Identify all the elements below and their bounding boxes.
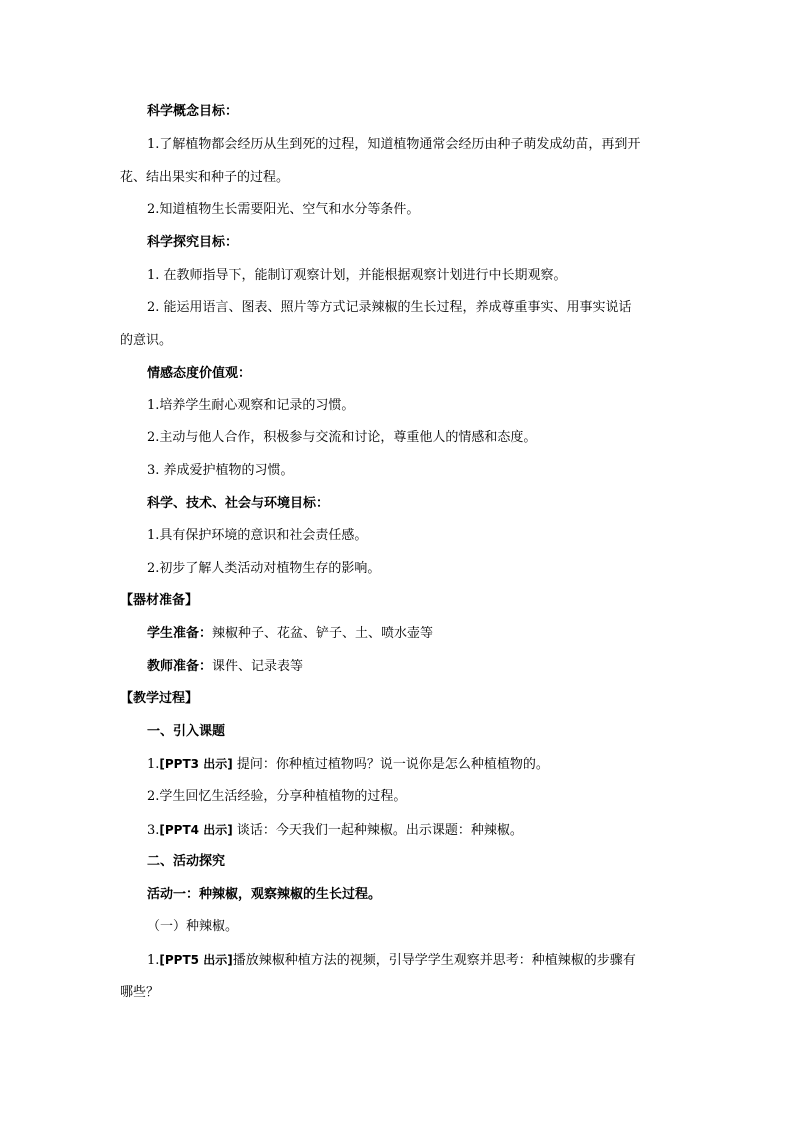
paragraph-subsection-1: （一）种辣椒。 [147, 919, 239, 934]
paragraph-teacher-materials [147, 656, 707, 678]
paragraph-attitude-2: 2.主动与他人合作，积极参与交流和讨论，尊重他人的情感和态度。 [147, 430, 537, 445]
paragraph-activity-1a [147, 949, 707, 971]
intro-3-text: 谈话：今天我们一起种辣椒。出示课题：种辣椒。 [232, 823, 523, 838]
teacher-materials-label: 教师准备： [147, 659, 213, 674]
paragraph-inquiry-2b: 的意识。 [120, 333, 173, 348]
intro-3-ppt-tag: [PPT4 出示] [159, 823, 233, 837]
intro-1-text: 提问：你种植过植物吗？说一说你是怎么种植植物的。 [232, 757, 549, 772]
teacher-materials-text: 课件、记录表等 [212, 659, 304, 674]
heading-intro: 一、引入课题 [147, 724, 226, 739]
paragraph-stse-1: 1.具有保护环境的意识和社会责任感。 [147, 528, 368, 543]
student-materials-label: 学生准备： [147, 626, 213, 641]
paragraph-stse-2: 2.初步了解人类活动对植物生存的影响。 [147, 561, 381, 576]
paragraph-activity-1b: 哪些？ [120, 985, 160, 1000]
paragraph-attitude-3: 3. 养成爱护植物的习惯。 [147, 463, 294, 478]
paragraph-attitude-1: 1.培养学生耐心观察和记录的习惯。 [147, 398, 355, 413]
intro-1-number: 1. [147, 757, 160, 772]
activity-1-number: 1. [147, 953, 160, 968]
paragraph-intro-3 [147, 819, 707, 841]
heading-activity: 二、活动探究 [147, 854, 226, 869]
student-materials-text: 辣椒种子、花盆、铲子、土、喷水壶等 [212, 626, 434, 641]
paragraph-inquiry-2a: 2. 能运用语言、图表、照片等方式记录辣椒的生长过程，养成尊重事实、用事实说话 [147, 300, 632, 315]
paragraph-concept-2: 2.知道植物生长需要阳光、空气和水分等条件。 [147, 202, 420, 217]
heading-teaching-process: 【教学过程】 [120, 691, 199, 706]
activity-1-ppt-tag: [PPT5 出示] [159, 953, 233, 967]
heading-science-concept: 科学概念目标： [147, 104, 239, 119]
paragraph-concept-1b: 花、结出果实和种子的过程。 [120, 170, 290, 185]
activity-1-text: 播放辣椒种植方法的视频，引导学学生观察并思考：种植辣椒的步骤有 [232, 953, 636, 968]
paragraph-intro-2: 2.学生回忆生活经验，分享种植植物的过程。 [147, 789, 407, 804]
paragraph-intro-1 [147, 753, 707, 775]
paragraph-student-materials [147, 623, 707, 645]
paragraph-concept-1a: 1.了解植物都会经历从生到死的过程，知道植物通常会经历由种子萌发成幼苗，再到开 [147, 137, 641, 152]
heading-science-inquiry: 科学探究目标： [147, 235, 239, 250]
heading-stse: 科学、技术、社会与环境目标： [147, 496, 330, 511]
heading-attitude: 情感态度价值观： [147, 366, 252, 381]
heading-activity-1: 活动一：种辣椒，观察辣椒的生长过程。 [147, 887, 382, 902]
paragraph-inquiry-1: 1. 在教师指导下，能制订观察计划，并能根据观察计划进行中长期观察。 [147, 268, 567, 283]
intro-3-number: 3. [147, 823, 160, 838]
intro-1-ppt-tag: [PPT3 出示] [159, 757, 233, 771]
heading-materials: 【器材准备】 [120, 593, 199, 608]
